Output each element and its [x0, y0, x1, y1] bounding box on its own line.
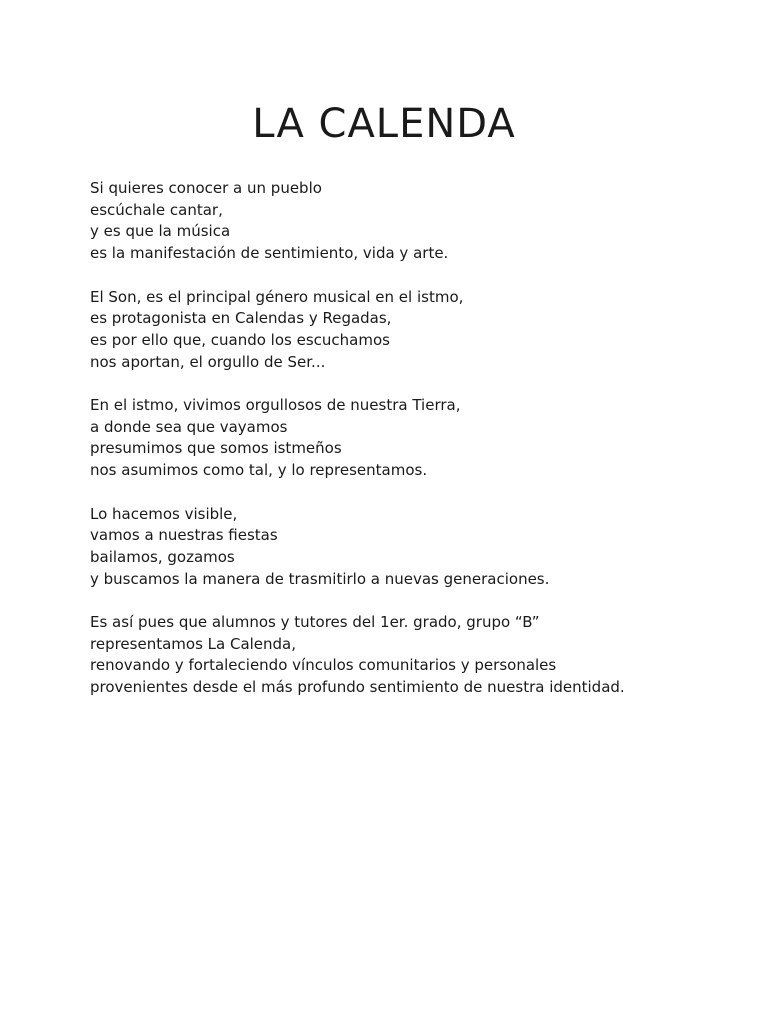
- poem-line: es protagonista en Calendas y Regadas,: [90, 309, 392, 328]
- poem-line: y es que la música: [90, 222, 231, 241]
- stanza-5: [90, 612, 750, 699]
- stanza-1: [90, 178, 750, 265]
- poem-line: El Son, es el principal género musical en el istmo,: [90, 287, 464, 306]
- poem-line: renovando y fortaleciendo vínculos comunitarios y personales: [90, 656, 557, 675]
- poem-line: y buscamos la manera de trasmitirlo a nuevas generaciones.: [90, 569, 550, 588]
- stanza-2: [90, 287, 750, 374]
- poem-line: Lo hacemos visible,: [90, 504, 238, 523]
- poem-line: bailamos, gozamos: [90, 547, 235, 566]
- poem-line: es la manifestación de sentimiento, vida y arte.: [90, 244, 449, 263]
- poem-line: Si quieres conocer a un pueblo: [90, 179, 322, 197]
- stanza-4: [90, 504, 750, 591]
- poem-line: es por ello que, cuando los escuchamos: [90, 330, 390, 349]
- poem-line: a donde sea que vayamos: [90, 417, 288, 436]
- poem-line: escúchale cantar,: [90, 200, 223, 219]
- page-title: LA CALENDA: [252, 101, 516, 147]
- poem-line: presumimos que somos istmeños: [90, 439, 342, 458]
- poem-line: nos asumimos como tal, y lo representamos.: [90, 461, 428, 480]
- poem-line: En el istmo, vivimos orgullosos de nuestra Tierra,: [90, 396, 461, 414]
- poem-line: representamos La Calenda,: [90, 634, 297, 653]
- poem-line: nos aportan, el orgullo de Ser...: [90, 352, 326, 371]
- stanza-3: [90, 395, 750, 482]
- poem-line: vamos a nuestras fiestas: [90, 526, 278, 545]
- poem-line: provenientes desde el más profundo sentimiento de nuestra identidad.: [90, 678, 625, 697]
- poem-line: Es así pues que alumnos y tutores del 1er. grado, grupo “B”: [90, 613, 540, 631]
- poem-body: [90, 178, 750, 721]
